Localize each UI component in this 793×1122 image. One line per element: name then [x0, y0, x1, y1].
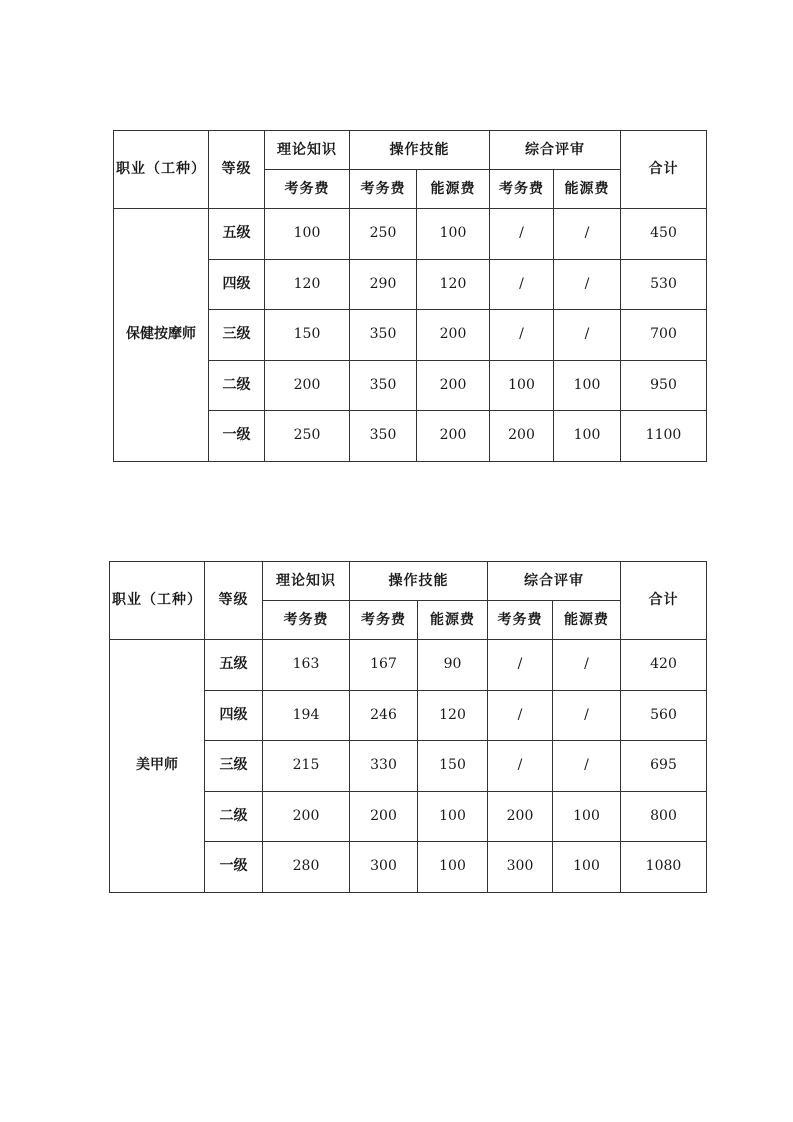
- review-energy-cell: 100: [554, 360, 621, 411]
- subheader-review-exam-fee: 考务费: [488, 601, 553, 640]
- skill-exam-cell: 250: [350, 209, 417, 260]
- level-cell: 三级: [205, 741, 263, 792]
- level-cell: 五级: [209, 209, 265, 260]
- header-total: 合计: [621, 131, 707, 209]
- review-energy-cell: /: [553, 690, 621, 741]
- skill-energy-cell: 120: [417, 259, 490, 310]
- review-exam-cell: /: [488, 741, 553, 792]
- subheader-theory-exam-fee: 考务费: [265, 170, 350, 209]
- skill-energy-cell: 200: [417, 411, 490, 462]
- total-cell: 450: [621, 209, 707, 260]
- theory-exam-cell: 250: [265, 411, 350, 462]
- subheader-skill-energy-fee: 能源费: [417, 170, 490, 209]
- subheader-skill-exam-fee: 考务费: [350, 170, 417, 209]
- review-exam-cell: /: [490, 310, 554, 361]
- fee-table-manicure: [109, 561, 707, 893]
- header-skill: 操作技能: [350, 562, 488, 601]
- total-cell: 700: [621, 310, 707, 361]
- header-review: 综合评审: [488, 562, 621, 601]
- fee-table-massage: [113, 130, 707, 462]
- review-exam-cell: 300: [488, 842, 553, 893]
- level-cell: 二级: [205, 791, 263, 842]
- skill-energy-cell: 150: [418, 741, 488, 792]
- skill-energy-cell: 200: [417, 360, 490, 411]
- total-cell: 530: [621, 259, 707, 310]
- occupation-cell: 保健按摩师: [114, 209, 209, 462]
- skill-energy-cell: 120: [418, 690, 488, 741]
- subheader-skill-exam-fee: 考务费: [350, 601, 418, 640]
- level-cell: 四级: [209, 259, 265, 310]
- level-cell: 三级: [209, 310, 265, 361]
- level-cell: 一级: [205, 842, 263, 893]
- skill-exam-cell: 167: [350, 640, 418, 691]
- header-level: 等级: [209, 131, 265, 209]
- skill-exam-cell: 200: [350, 791, 418, 842]
- review-energy-cell: /: [553, 640, 621, 691]
- header-row: [110, 562, 707, 601]
- header-level: 等级: [205, 562, 263, 640]
- theory-exam-cell: 194: [263, 690, 350, 741]
- theory-exam-cell: 200: [263, 791, 350, 842]
- total-cell: 420: [621, 640, 707, 691]
- skill-exam-cell: 246: [350, 690, 418, 741]
- theory-exam-cell: 200: [265, 360, 350, 411]
- theory-exam-cell: 163: [263, 640, 350, 691]
- review-energy-cell: 100: [553, 842, 621, 893]
- review-energy-cell: 100: [553, 791, 621, 842]
- review-energy-cell: 100: [554, 411, 621, 462]
- subheader-review-energy-fee: 能源费: [553, 601, 621, 640]
- header-theory: 理论知识: [263, 562, 350, 601]
- table-row: [110, 640, 707, 691]
- skill-exam-cell: 350: [350, 310, 417, 361]
- review-exam-cell: 100: [490, 360, 554, 411]
- total-cell: 800: [621, 791, 707, 842]
- header-review: 综合评审: [490, 131, 621, 170]
- header-skill: 操作技能: [350, 131, 490, 170]
- header-total: 合计: [621, 562, 707, 640]
- skill-energy-cell: 100: [418, 842, 488, 893]
- total-cell: 1080: [621, 842, 707, 893]
- review-exam-cell: /: [490, 259, 554, 310]
- skill-exam-cell: 290: [350, 259, 417, 310]
- skill-energy-cell: 90: [418, 640, 488, 691]
- occupation-cell: 美甲师: [110, 640, 205, 893]
- total-cell: 695: [621, 741, 707, 792]
- theory-exam-cell: 100: [265, 209, 350, 260]
- review-energy-cell: /: [554, 259, 621, 310]
- theory-exam-cell: 150: [265, 310, 350, 361]
- skill-exam-cell: 300: [350, 842, 418, 893]
- table-row: [114, 209, 707, 260]
- theory-exam-cell: 215: [263, 741, 350, 792]
- total-cell: 950: [621, 360, 707, 411]
- review-exam-cell: /: [490, 209, 554, 260]
- review-exam-cell: 200: [488, 791, 553, 842]
- skill-exam-cell: 330: [350, 741, 418, 792]
- skill-exam-cell: 350: [350, 360, 417, 411]
- header-occupation: 职业（工种）: [114, 131, 209, 209]
- subheader-skill-energy-fee: 能源费: [418, 601, 488, 640]
- level-cell: 四级: [205, 690, 263, 741]
- header-theory: 理论知识: [265, 131, 350, 170]
- header-occupation: 职业（工种）: [110, 562, 205, 640]
- review-energy-cell: /: [553, 741, 621, 792]
- total-cell: 560: [621, 690, 707, 741]
- subheader-theory-exam-fee: 考务费: [263, 601, 350, 640]
- theory-exam-cell: 280: [263, 842, 350, 893]
- theory-exam-cell: 120: [265, 259, 350, 310]
- skill-energy-cell: 200: [417, 310, 490, 361]
- level-cell: 二级: [209, 360, 265, 411]
- review-exam-cell: /: [488, 690, 553, 741]
- review-energy-cell: /: [554, 209, 621, 260]
- subheader-review-energy-fee: 能源费: [554, 170, 621, 209]
- subheader-review-exam-fee: 考务费: [490, 170, 554, 209]
- header-row: [114, 131, 707, 170]
- level-cell: 一级: [209, 411, 265, 462]
- level-cell: 五级: [205, 640, 263, 691]
- review-exam-cell: 200: [490, 411, 554, 462]
- review-energy-cell: /: [554, 310, 621, 361]
- skill-exam-cell: 350: [350, 411, 417, 462]
- skill-energy-cell: 100: [418, 791, 488, 842]
- skill-energy-cell: 100: [417, 209, 490, 260]
- total-cell: 1100: [621, 411, 707, 462]
- review-exam-cell: /: [488, 640, 553, 691]
